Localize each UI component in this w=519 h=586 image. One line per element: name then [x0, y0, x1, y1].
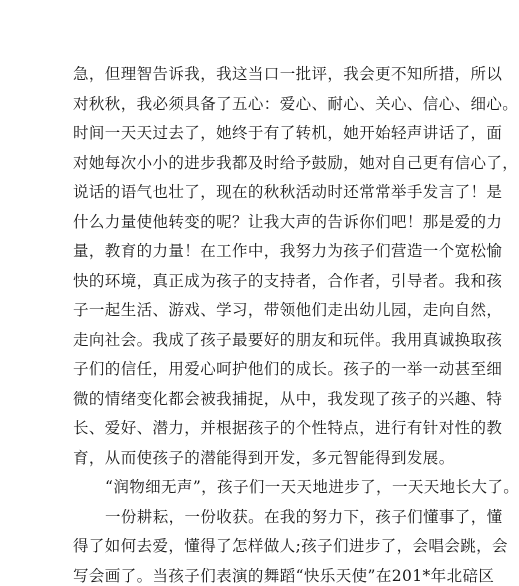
paragraph-1-line-2: 对秋秋，我必须具备了五心：爱心、耐心、关心、信心、细心。 — [73, 95, 519, 113]
paragraph-3-line-2: 得了如何去爱，懂得了怎样做人;孩子们进步了，会唱会跳，会 — [73, 537, 508, 555]
paragraph-1-line-6: 什么力量使他转变的呢？让我大声的告诉你们吧！那是爱的力 — [73, 213, 503, 231]
paragraph-1-line-8: 快的环境，真正成为孩子的支持者，合作者，引导者。我和孩 — [73, 272, 503, 290]
paragraph-1-line-13: 长、爱好、潜力，并根据孩子的个性特点，进行有针对性的教 — [73, 419, 503, 437]
paragraph-1-line-3: 时间一天天过去了，她终于有了转机，她开始轻声讲话了，面 — [73, 124, 503, 142]
paragraph-2: “润物细无声”，孩子们一天天地进步了，一天天地长大了。 — [105, 478, 519, 496]
paragraph-1-line-10: 走向社会。我成了孩子最要好的朋友和玩伴。我用真诚换取孩 — [73, 331, 503, 349]
paragraph-1-line-12: 微的情绪变化都会被我捕捉，从中，我发现了孩子的兴趣、特 — [73, 390, 503, 408]
paragraph-1-line-5: 说话的语气也壮了，现在的秋秋活动时还常常举手发言了！是 — [73, 183, 503, 201]
paragraph-3-line-1: 一份耕耘，一份收获。在我的努力下，孩子们懂事了，懂 — [105, 508, 503, 526]
paragraph-1-line-14: 育，从而使孩子的潜能得到开发，多元智能得到发展。 — [73, 449, 455, 467]
paragraph-1-line-11: 子们的信任，用爱心呵护他们的成长。孩子的一举一动甚至细 — [73, 360, 503, 378]
paragraph-1-line-9: 子一起生活、游戏、学习，带领他们走出幼儿园，走向自然， — [73, 301, 503, 319]
paragraph-3-line-3: 写会画了。当孩子们表演的舞蹈“快乐天使”在201*年北碚区 — [73, 567, 495, 585]
paragraph-1-line-1: 急，但理智告诉我，我这当口一批评，我会更不知所措，所以 — [73, 65, 503, 83]
paragraph-1-line-4: 对她每次小小的进步我都及时给予鼓励，她对自己更有信心了， — [73, 154, 519, 172]
paragraph-1-line-7: 量，教育的力量！在工作中，我努力为孩子们营造一个宽松愉 — [73, 242, 503, 260]
